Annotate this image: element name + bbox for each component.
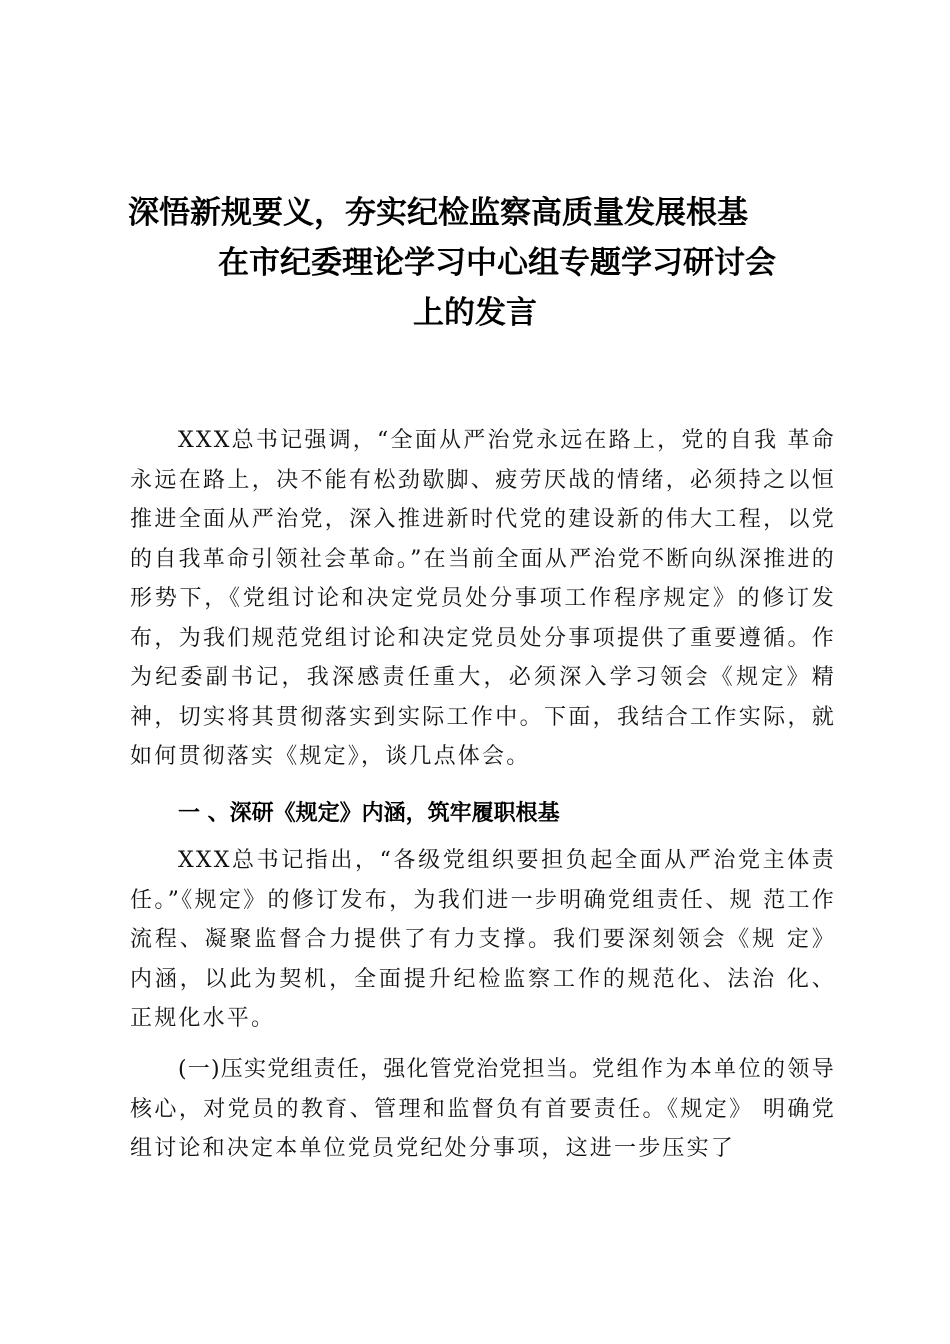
subsection-text-1: 党组作为本单位的领导核心，对党员的教育、管理和监督负有首要责任。《规定》 明确党组讨论和决定本单位党员党纪处分事项，这进一步压实了	[130, 1057, 836, 1161]
subsection-heading-1: (一)压实党组责任，强化管党治党担当。	[178, 1057, 593, 1082]
title-line-2: 在市纪委理论学习中心组专题学习研讨会	[218, 245, 776, 281]
title-line-3: 上的发言	[413, 295, 537, 331]
title-line-1: 深悟新规要义，夯实纪检监察高质量发展根基	[128, 195, 748, 231]
section-heading-1: 一 、深研《规定》内涵，筑牢履职根基	[178, 801, 560, 826]
paragraph-subsection-1	[130, 1050, 836, 1169]
paragraph-intro: XXX总书记强调，“全面从严治党永远在路上，党的自我 革命永远在路上，决不能有松劲歇脚、疲劳厌战的情绪，必须持之以恒推进全面从严治党，深入推进新时代党的建设新的伟大工程，以党的自我革命引领社会革命。”在当前全面从严治党不断向纵深推进的形势下，《党组讨论和决定党员处分事项工作程序规定》的修订发布，为我们规范党组讨论和决定党员处分事项提供了重要遵循。作为纪委副书记，我深感责任重大，必须深入学习领会《规定》精神，切实将其贯彻落实到实际工作中。下面，我结合工作实际，就如何贯彻落实《规定》，谈几点体会。	[130, 428, 836, 769]
paragraph-section-1: XXX总书记指出，“各级党组织要担负起全面从严治党主体责任。”《规定》的修订发布，为我们进一步明确党组责任、规 范工作流程、凝聚监督合力提供了有力支撑。我们要深刻领会《规 定》内涵，以此为契机，全面提升纪检监察工作的规范化、法治 化、正规化水平。	[130, 848, 836, 1031]
